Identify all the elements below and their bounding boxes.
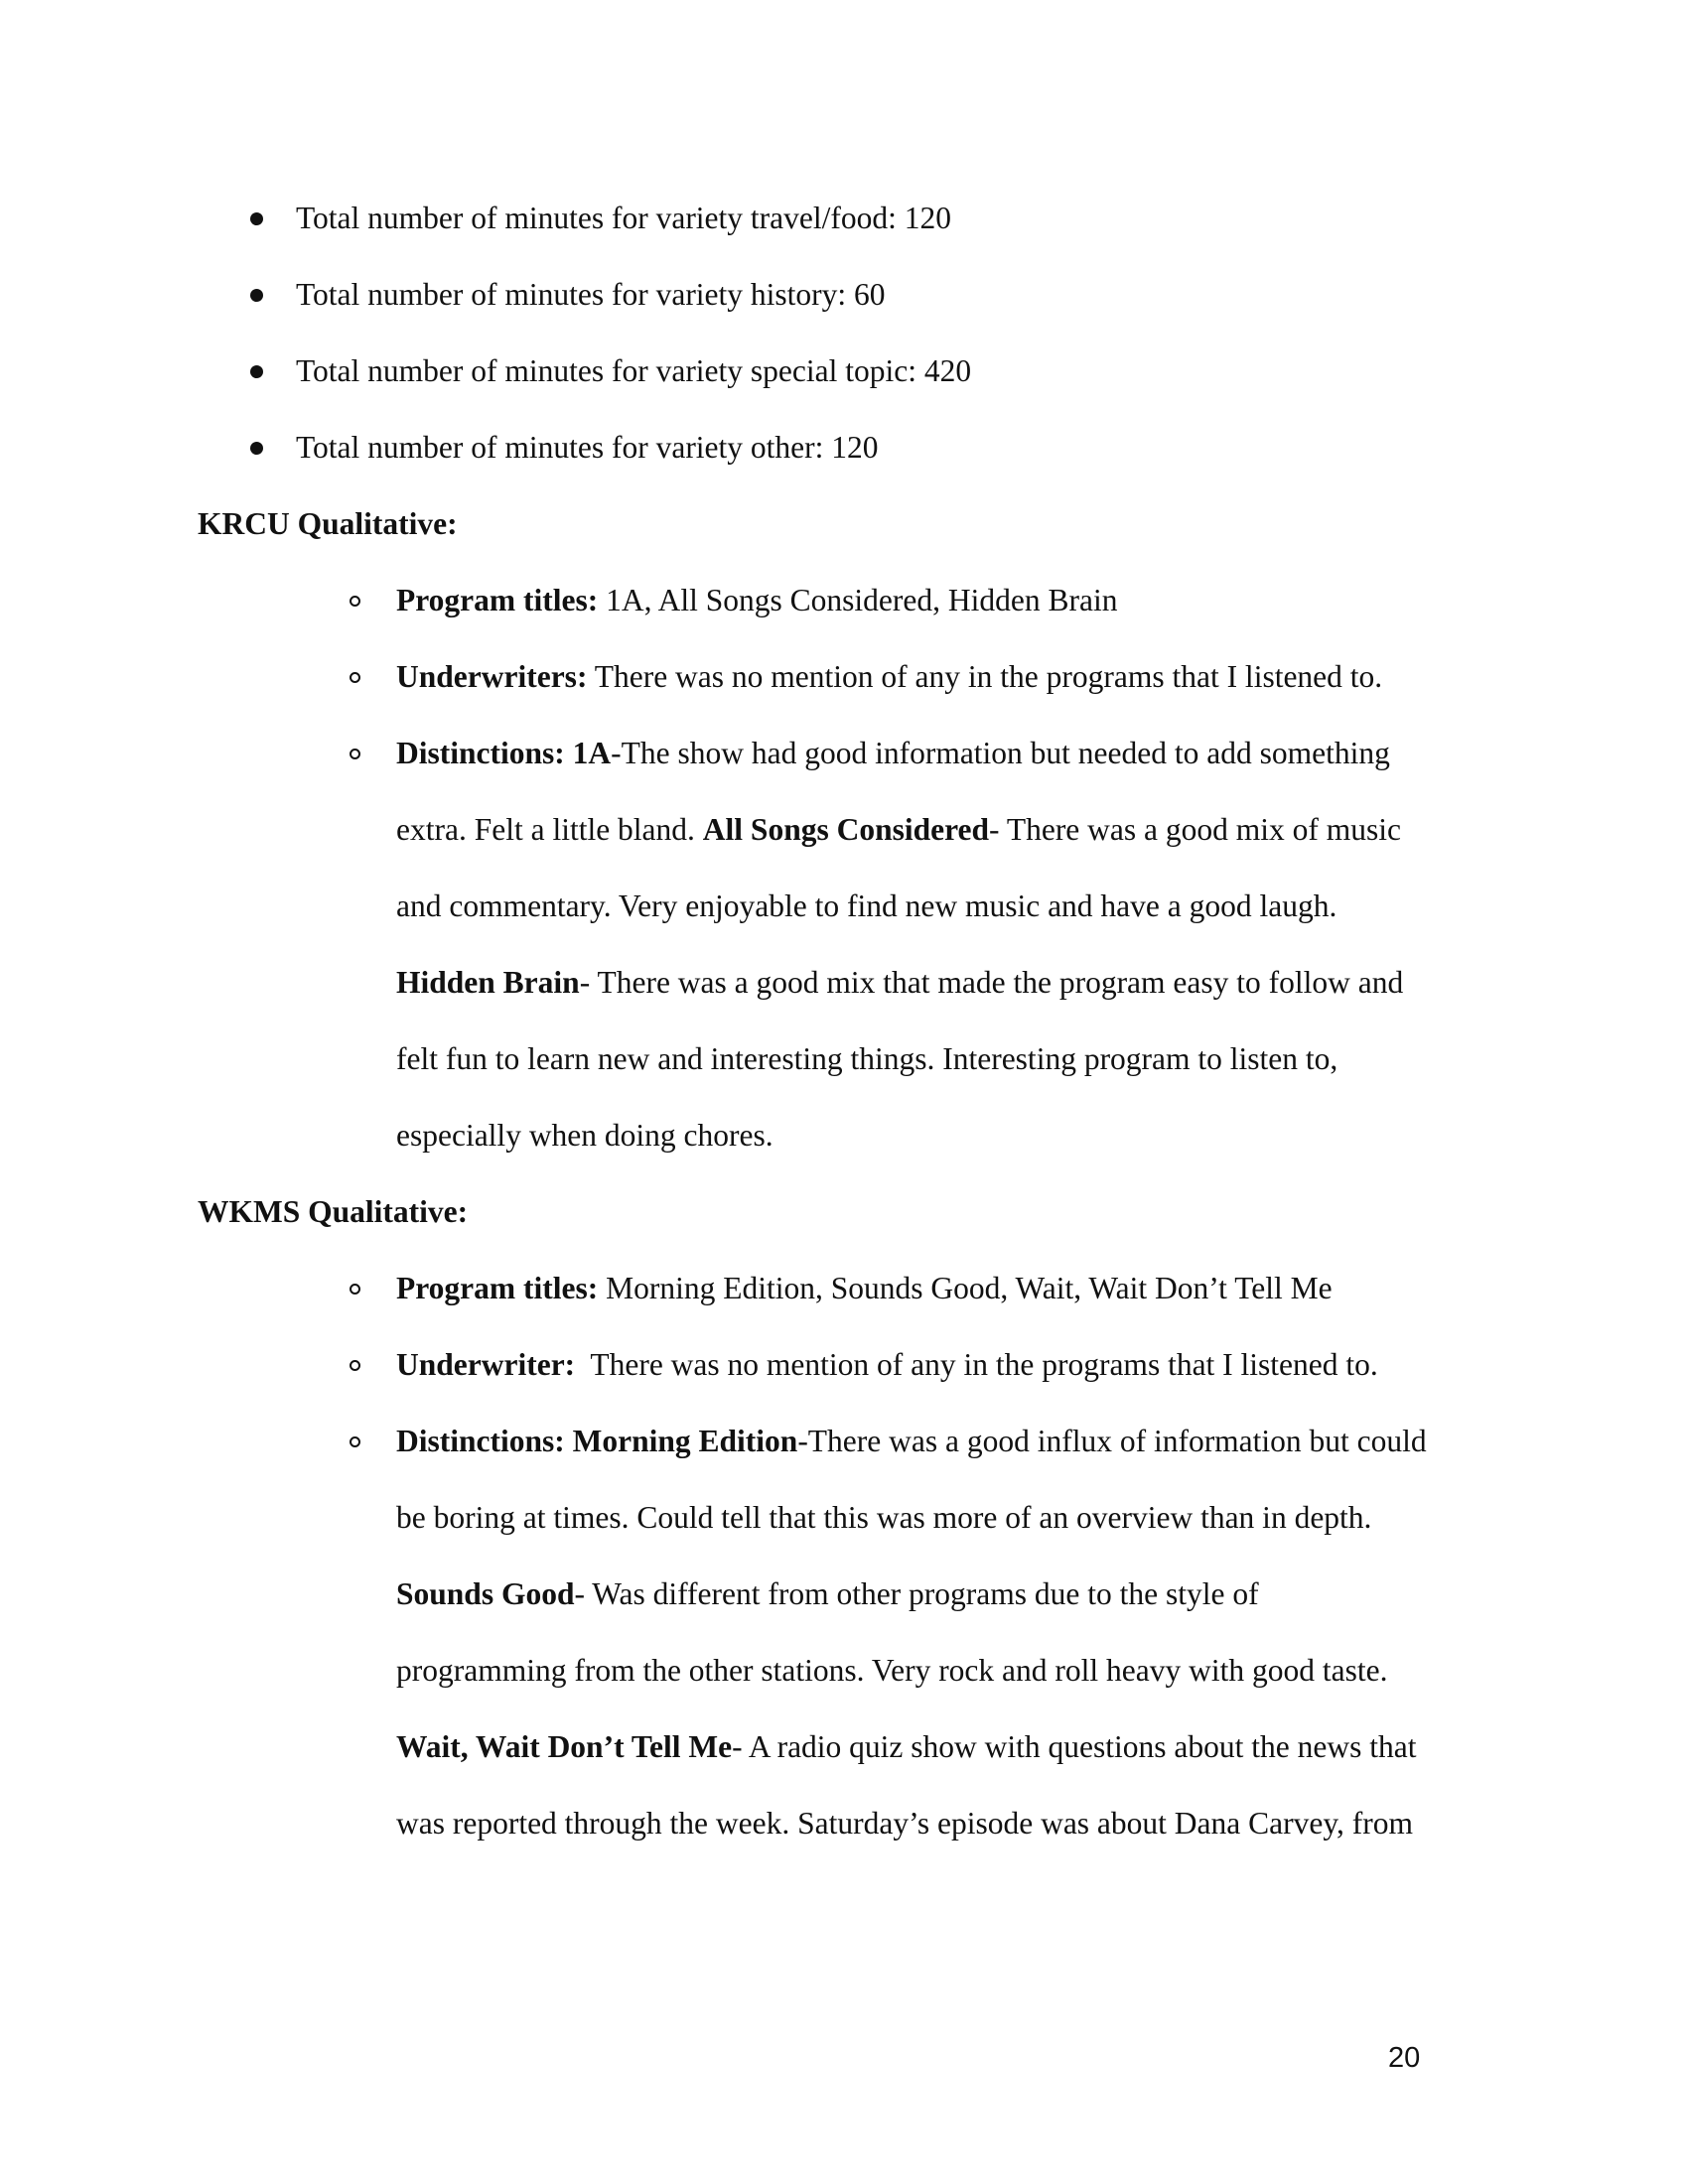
wkms-underwriter (396, 1345, 1378, 1385)
wkms-distinctions-line-1 (396, 1422, 1427, 1461)
krcu-distinctions-label: Distinctions: 1A (396, 736, 612, 770)
variety-bullet-3: Total number of minutes for variety special topic: 420 (296, 353, 972, 388)
wkms-distinctions-line-3 (396, 1574, 1259, 1614)
krcu-program-titles-label: Program titles: (396, 583, 599, 617)
wkms-distinctions-label: Distinctions: Morning Edition (396, 1424, 798, 1458)
bullet-circle-icon (350, 1284, 360, 1295)
variety-bullet-2: Total number of minutes for variety history: 60 (296, 277, 886, 312)
bullet-dot-icon (250, 365, 263, 378)
wkms-distinctions-line-4: programming from the other stations. Very rock and roll heavy with good taste. (396, 1653, 1388, 1688)
wkms-wait-label: Wait, Wait Don’t Tell Me (396, 1729, 733, 1764)
krcu-distinctions-text-2b: - There was a good mix of music (989, 812, 1401, 847)
krcu-distinctions-text-1: -The show had good information but needed to add something (611, 736, 1390, 770)
bullet-dot-icon (250, 442, 263, 455)
wkms-heading: WKMS Qualitative: (198, 1194, 469, 1229)
wkms-distinctions-text-3: - Was different from other programs due to the style of (574, 1576, 1259, 1611)
bullet-dot-icon (250, 212, 263, 225)
wkms-distinctions-line-6: was reported through the week. Saturday’s episode was about Dana Carvey, from (396, 1806, 1414, 1841)
krcu-distinctions-text-4: - There was a good mix that made the program easy to follow and (579, 965, 1404, 1000)
krcu-program-titles-text: 1A, All Songs Considered, Hidden Brain (598, 583, 1118, 617)
bullet-circle-icon (350, 1360, 360, 1371)
wkms-distinctions-text-5: - A radio quiz show with questions about the news that (732, 1729, 1417, 1764)
krcu-underwriters-text: There was no mention of any in the programs that I listened to. (587, 659, 1383, 694)
krcu-underwriters-label: Underwriters: (396, 659, 588, 694)
krcu-all-songs-label: All Songs Considered (702, 812, 990, 847)
krcu-heading: KRCU Qualitative: (198, 506, 458, 541)
bullet-circle-icon (350, 1436, 360, 1447)
wkms-sounds-good-label: Sounds Good (396, 1576, 575, 1611)
wkms-program-titles (396, 1269, 1333, 1308)
wkms-underwriter-label: Underwriter: (396, 1347, 576, 1382)
bullet-circle-icon (350, 596, 360, 607)
wkms-distinctions-line-5 (396, 1727, 1416, 1767)
wkms-program-titles-text: Morning Edition, Sounds Good, Wait, Wait Don’t Tell Me (598, 1271, 1333, 1305)
krcu-distinctions-line-6: especially when doing chores. (396, 1118, 774, 1153)
krcu-distinctions-line-5: felt fun to learn new and interesting things. Interesting program to listen to, (396, 1041, 1338, 1076)
wkms-distinctions-line-2: be boring at times. Could tell that this was more of an overview than in depth. (396, 1500, 1372, 1535)
page-number: 20 (1388, 2042, 1421, 2074)
krcu-distinctions-line-2 (396, 810, 1401, 850)
krcu-distinctions-line-3: and commentary. Very enjoyable to find new music and have a good laugh. (396, 888, 1337, 923)
variety-bullet-4: Total number of minutes for variety other: 120 (296, 430, 879, 465)
wkms-program-titles-label: Program titles: (396, 1271, 599, 1305)
krcu-underwriters (396, 657, 1382, 697)
krcu-distinctions-line-1 (396, 734, 1390, 773)
variety-bullet-1: Total number of minutes for variety travel/food: 120 (296, 201, 951, 235)
wkms-distinctions-text-1: -There was a good influx of information but could (797, 1424, 1427, 1458)
bullet-circle-icon (350, 672, 360, 683)
krcu-hidden-brain-label: Hidden Brain (396, 965, 580, 1000)
krcu-program-titles (396, 581, 1117, 620)
bullet-dot-icon (250, 289, 263, 302)
krcu-distinctions-line-4 (396, 963, 1403, 1003)
krcu-distinctions-text-2a: extra. Felt a little bland. (396, 812, 703, 847)
wkms-underwriter-text: There was no mention of any in the programs that I listened to. (575, 1347, 1378, 1382)
bullet-circle-icon (350, 749, 360, 759)
